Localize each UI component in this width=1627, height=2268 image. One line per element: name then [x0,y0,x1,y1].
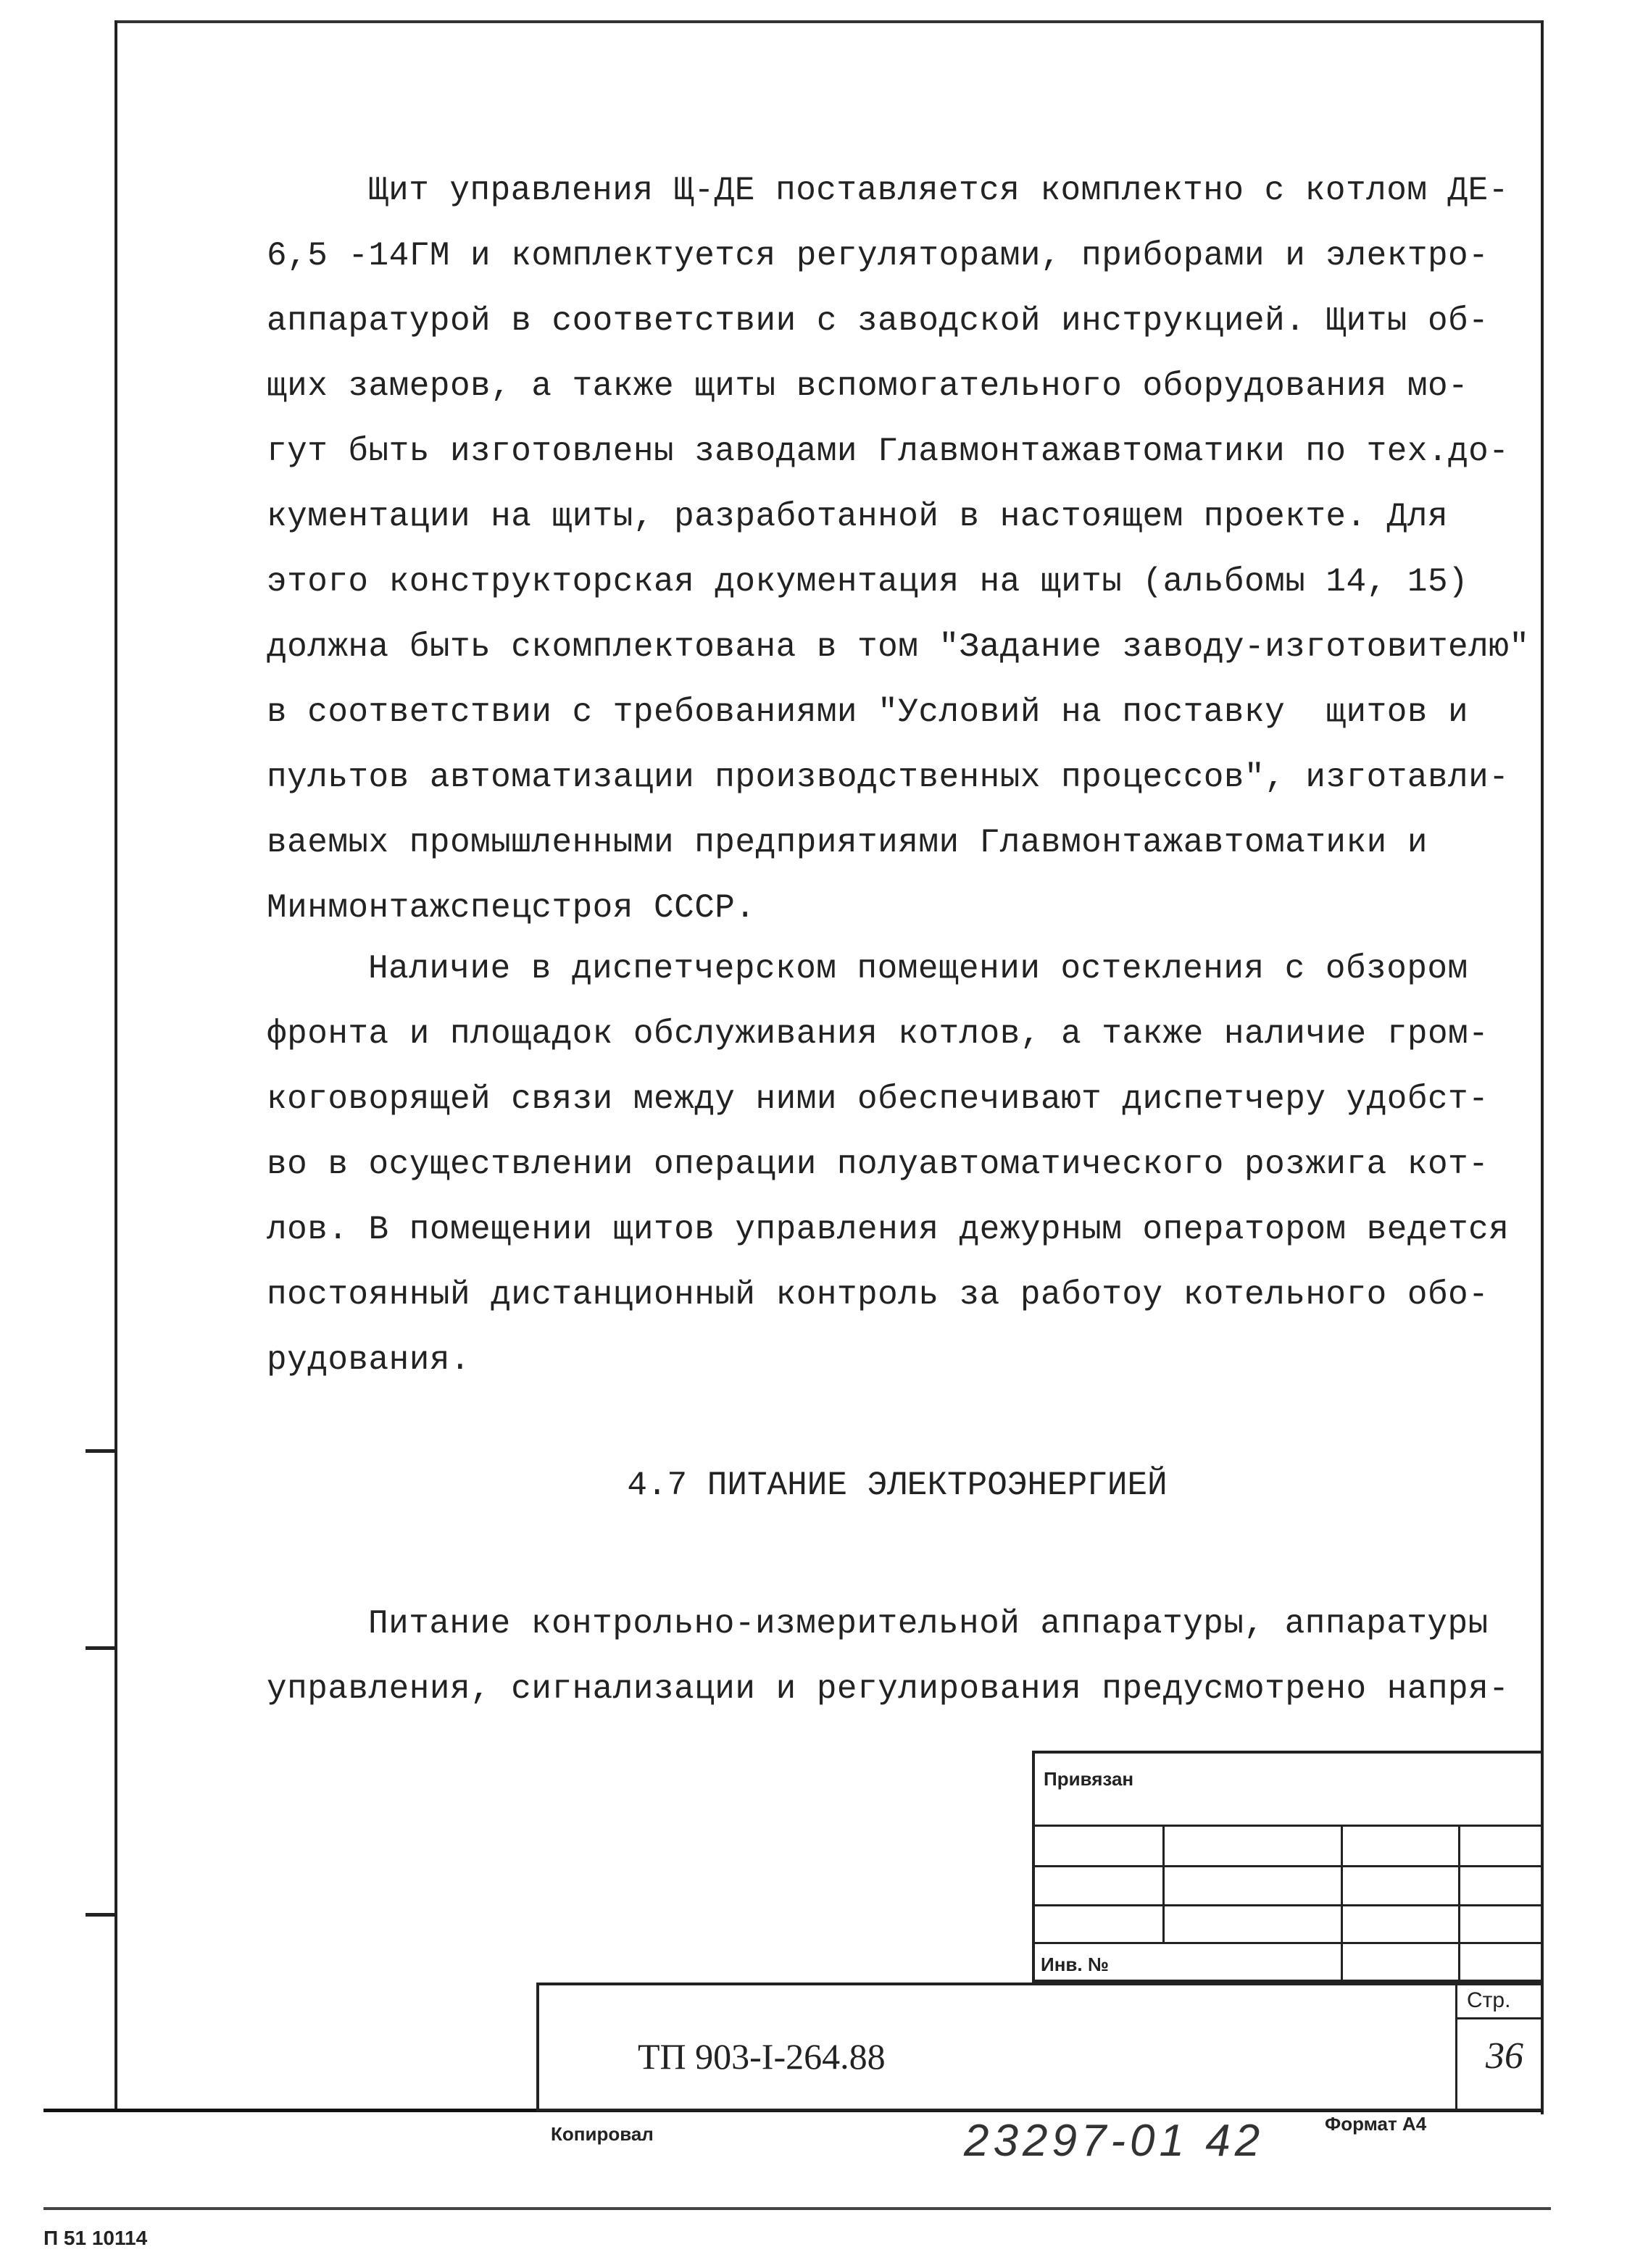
privyazan-label: Привязан [1044,1768,1134,1790]
handwritten-number: 23297-01 42 [964,2116,1265,2166]
text-line: этого конструкторская документация на щиты (альбомы 14, 15) [267,563,1469,601]
text-line: должна быть скомплектована в том "Задание заводу-изготовителю" [267,628,1530,666]
text-line: Минмонтажспецстроя СССР. [267,889,756,927]
text-line: рудования. [267,1341,471,1379]
binding-tick [86,1913,117,1917]
text-line: коговорящей связи между ними обеспечивают диспетчеру удобст- [267,1080,1489,1118]
copied-by-label: Копировал [551,2123,654,2145]
text-line: щих замеров, а также щиты вспомогательного оборудования мо- [267,367,1469,405]
sheet-label: Стр. [1467,1988,1511,2012]
text-line: Щит управления Щ-ДЕ поставляется комплектно с котлом ДЕ- [368,172,1509,209]
document-code: ТП 903-I-264.88 [638,2036,886,2077]
paragraph-dispatcher-room [267,936,1528,1393]
page-number: 36 [1486,2035,1523,2077]
table-rule [1032,1904,1544,1906]
paragraph-panel-supply [267,158,1528,941]
format-label: Формат А4 [1325,2113,1427,2135]
text-line: Питание контрольно-измерительной аппаратуры, аппаратуры [368,1605,1489,1643]
text-line: 6,5 -14ГМ и комплектуется регуляторами, приборами и электро- [267,237,1489,275]
text-line: аппаратурой в соответствии с заводской инструкцией. Щиты об- [267,302,1489,340]
table-column [1341,1825,1343,1983]
page-frame-left [115,20,117,2109]
text-line: кументации на щиты, разработанной в настоящем проекте. Для [267,498,1449,535]
table-rule [1032,1942,1544,1944]
page-frame-top [116,20,1544,23]
text-line: лов. В помещении щитов управления дежурным оператором ведется [267,1211,1510,1248]
table-column [1458,1825,1460,1983]
text-line: гут быть изготовлены заводами Главмонтажавтоматики по тех.до- [267,433,1510,470]
text-line: фронта и площадок обслуживания котлов, а также наличие гром- [267,1015,1489,1053]
text-line: управления, сигнализации и регулирования предусмотрено напря- [267,1670,1510,1708]
table-rule [1032,1865,1544,1867]
text-line: Наличие в диспетчерском помещении остекления с обзором [368,950,1468,988]
footer-rule [43,2207,1551,2210]
binding-tick [86,1449,117,1453]
inventory-number-label: Инв. № [1041,1954,1109,1975]
table-rule [1032,1825,1544,1827]
section-heading: 4.7 ПИТАНИЕ ЭЛЕКТРОЭНЕРГИЕЙ [627,1467,1168,1504]
sheet-rule [1455,2017,1544,2019]
binding-tick [86,1646,117,1650]
text-line: постоянный дистанционный контроль за работоу котельного обо- [267,1276,1489,1314]
sheet-column [1455,1983,1457,2111]
text-line: во в осуществлении операции полуавтоматического розжига кот- [267,1146,1489,1183]
footer-code: П 51 10114 [43,2227,148,2249]
text-line: в соответствии с требованиями "Условий на поставку щитов и [267,693,1469,731]
text-line: пультов автоматизации производственных процессов", изготавли- [267,759,1510,796]
text-line: ваемых промышленными предприятиями Главмонтажавтоматики и [267,824,1428,862]
table-column [1162,1825,1165,1942]
paragraph-power-supply [267,1591,1528,1722]
